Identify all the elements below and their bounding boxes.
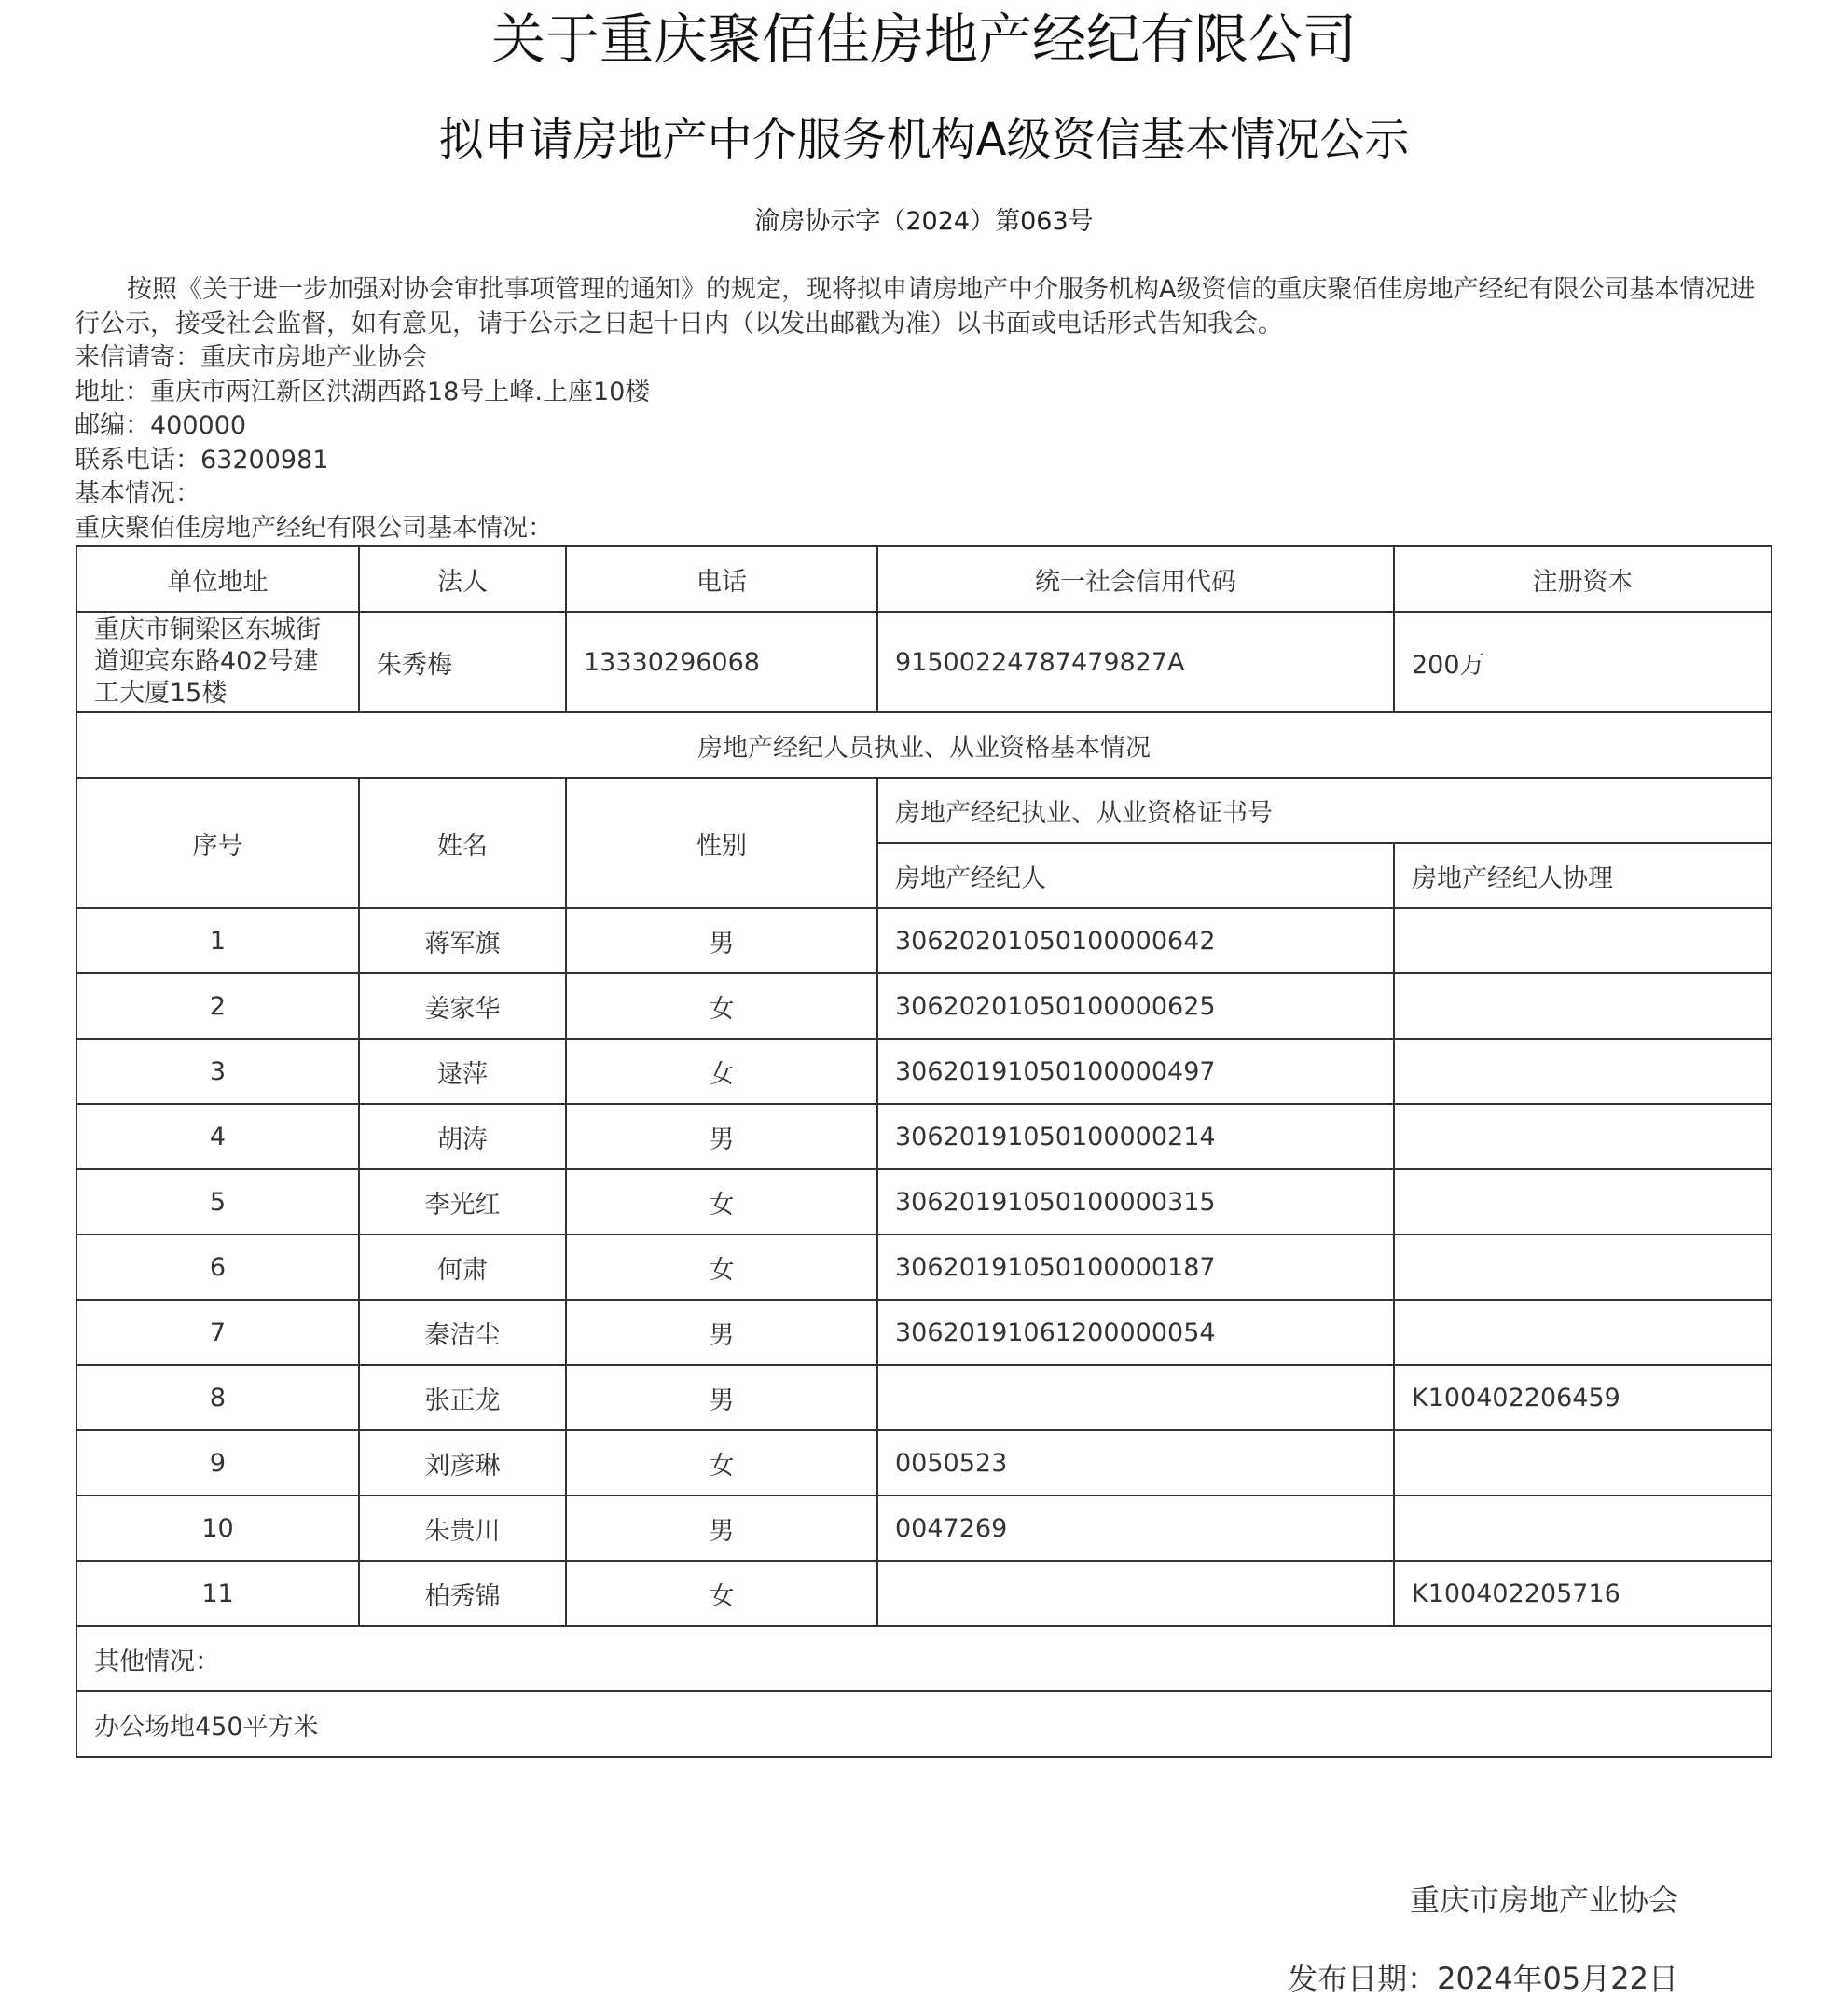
row-name: 朱贵川	[359, 1496, 566, 1561]
row-index: 3	[76, 1039, 359, 1104]
row-gender: 女	[566, 1561, 877, 1626]
header-name: 姓名	[359, 778, 566, 908]
row-index: 11	[76, 1561, 359, 1626]
table-row	[76, 1169, 1772, 1234]
document-number: 渝房协示字（2024）第063号	[754, 207, 1094, 236]
address-line: 地址：重庆市两江新区洪湖西路18号上峰.上座10楼	[75, 377, 651, 407]
row-gender: 女	[566, 973, 877, 1039]
other-label: 其他情况：	[76, 1626, 1772, 1691]
header-gender: 性别	[566, 778, 877, 908]
row-index: 8	[76, 1365, 359, 1430]
header-agent-cert: 房地产经纪人	[877, 843, 1394, 908]
company-info-label: 重庆聚佰佳房地产经纪有限公司基本情况：	[75, 513, 553, 543]
row-assistant-cert	[1394, 1496, 1772, 1561]
table-row	[76, 908, 1772, 973]
row-name: 李光红	[359, 1169, 566, 1234]
table-row	[76, 973, 1772, 1039]
agents-section-row	[76, 712, 1772, 778]
row-name: 秦洁尘	[359, 1300, 566, 1365]
publisher-name: 重庆市房地产业协会	[1409, 1882, 1678, 1918]
header-phone: 电话	[566, 546, 877, 612]
row-agent-cert: 30620191050100000214	[877, 1104, 1394, 1169]
mail-to-line: 来信请寄：重庆市房地产业协会	[75, 343, 427, 372]
row-index: 7	[76, 1300, 359, 1365]
table-row	[76, 1300, 1772, 1365]
row-assistant-cert	[1394, 1234, 1772, 1300]
intro-section	[75, 273, 1773, 545]
row-gender: 女	[566, 1169, 877, 1234]
table-row	[76, 1430, 1772, 1496]
row-assistant-cert	[1394, 1300, 1772, 1365]
header-credit-code: 统一社会信用代码	[877, 546, 1394, 612]
other-label-row	[76, 1626, 1772, 1691]
company-address: 重庆市铜梁区东城街道迎宾东路402号建工大厦15楼	[76, 612, 359, 712]
company-phone: 13330296068	[566, 612, 877, 712]
row-name: 刘彦琳	[359, 1430, 566, 1496]
header-index: 序号	[76, 778, 359, 908]
row-index: 4	[76, 1104, 359, 1169]
row-assistant-cert	[1394, 908, 1772, 973]
agents-header-row-1	[76, 778, 1772, 843]
page-subtitle: 拟申请房地产中介服务机构A级资信基本情况公示	[438, 114, 1410, 166]
row-index: 6	[76, 1234, 359, 1300]
row-name: 逯萍	[359, 1039, 566, 1104]
row-assistant-cert	[1394, 1039, 1772, 1104]
header-legal-person: 法人	[359, 546, 566, 612]
table-row	[76, 1496, 1772, 1561]
phone-line: 联系电话：63200981	[75, 445, 329, 475]
intro-paragraph: 按照《关于进一步加强对协会审批事项管理的通知》的规定，现将拟申请房地产中介服务机构A级资信的重庆聚佰佳房地产经纪有限公司基本情况进行公示，接受社会监督，如有意见，请于公示之日起十日内（以发出邮戳为准）以书面或电话形式告知我会。	[75, 275, 1756, 338]
row-agent-cert: 0050523	[877, 1430, 1394, 1496]
company-data-row	[76, 612, 1772, 712]
row-agent-cert: 30620201050100000642	[877, 908, 1394, 973]
table-row	[76, 1104, 1772, 1169]
table-row	[76, 1561, 1772, 1626]
other-value-row	[76, 1691, 1772, 1757]
row-name: 蒋军旗	[359, 908, 566, 973]
row-index: 1	[76, 908, 359, 973]
header-address: 单位地址	[76, 546, 359, 612]
row-gender: 女	[566, 1430, 877, 1496]
header-cert-group: 房地产经纪执业、从业资格证书号	[877, 778, 1772, 843]
postcode-line: 邮编：400000	[75, 411, 247, 440]
row-index: 5	[76, 1169, 359, 1234]
table-row	[76, 1365, 1772, 1430]
row-agent-cert: 30620201050100000625	[877, 973, 1394, 1039]
info-table	[76, 545, 1772, 1758]
other-value: 办公场地450平方米	[76, 1691, 1772, 1757]
row-assistant-cert	[1394, 1430, 1772, 1496]
table-row	[76, 1039, 1772, 1104]
row-gender: 男	[566, 908, 877, 973]
publish-date: 发布日期：2024年05月22日	[1288, 1961, 1678, 1996]
header-capital: 注册资本	[1394, 546, 1772, 612]
row-agent-cert	[877, 1365, 1394, 1430]
row-assistant-cert	[1394, 973, 1772, 1039]
row-agent-cert: 30620191050100000315	[877, 1169, 1394, 1234]
row-agent-cert	[877, 1561, 1394, 1626]
company-capital: 200万	[1394, 612, 1772, 712]
row-name: 何肃	[359, 1234, 566, 1300]
row-gender: 男	[566, 1104, 877, 1169]
row-gender: 女	[566, 1039, 877, 1104]
row-gender: 男	[566, 1365, 877, 1430]
header-assistant-cert: 房地产经纪人协理	[1394, 843, 1772, 908]
company-credit-code: 91500224787479827A	[877, 612, 1394, 712]
row-name: 胡涛	[359, 1104, 566, 1169]
row-name: 姜家华	[359, 973, 566, 1039]
row-assistant-cert	[1394, 1169, 1772, 1234]
row-agent-cert: 0047269	[877, 1496, 1394, 1561]
row-agent-cert: 30620191050100000497	[877, 1039, 1394, 1104]
row-agent-cert: 30620191061200000054	[877, 1300, 1394, 1365]
row-agent-cert: 30620191050100000187	[877, 1234, 1394, 1300]
company-header-row	[76, 546, 1772, 612]
row-gender: 女	[566, 1234, 877, 1300]
agents-section-title: 房地产经纪人员执业、从业资格基本情况	[76, 712, 1772, 778]
row-index: 9	[76, 1430, 359, 1496]
row-name: 张正龙	[359, 1365, 566, 1430]
table-row	[76, 1234, 1772, 1300]
company-legal-person: 朱秀梅	[359, 612, 566, 712]
row-index: 2	[76, 973, 359, 1039]
row-assistant-cert: K100402206459	[1394, 1365, 1772, 1430]
row-gender: 男	[566, 1496, 877, 1561]
page-title: 关于重庆聚佰佳房地产经纪有限公司	[490, 7, 1357, 71]
row-index: 10	[76, 1496, 359, 1561]
basic-info-label: 基本情况：	[75, 479, 200, 508]
row-name: 柏秀锦	[359, 1561, 566, 1626]
row-assistant-cert	[1394, 1104, 1772, 1169]
row-gender: 男	[566, 1300, 877, 1365]
row-assistant-cert: K100402205716	[1394, 1561, 1772, 1626]
